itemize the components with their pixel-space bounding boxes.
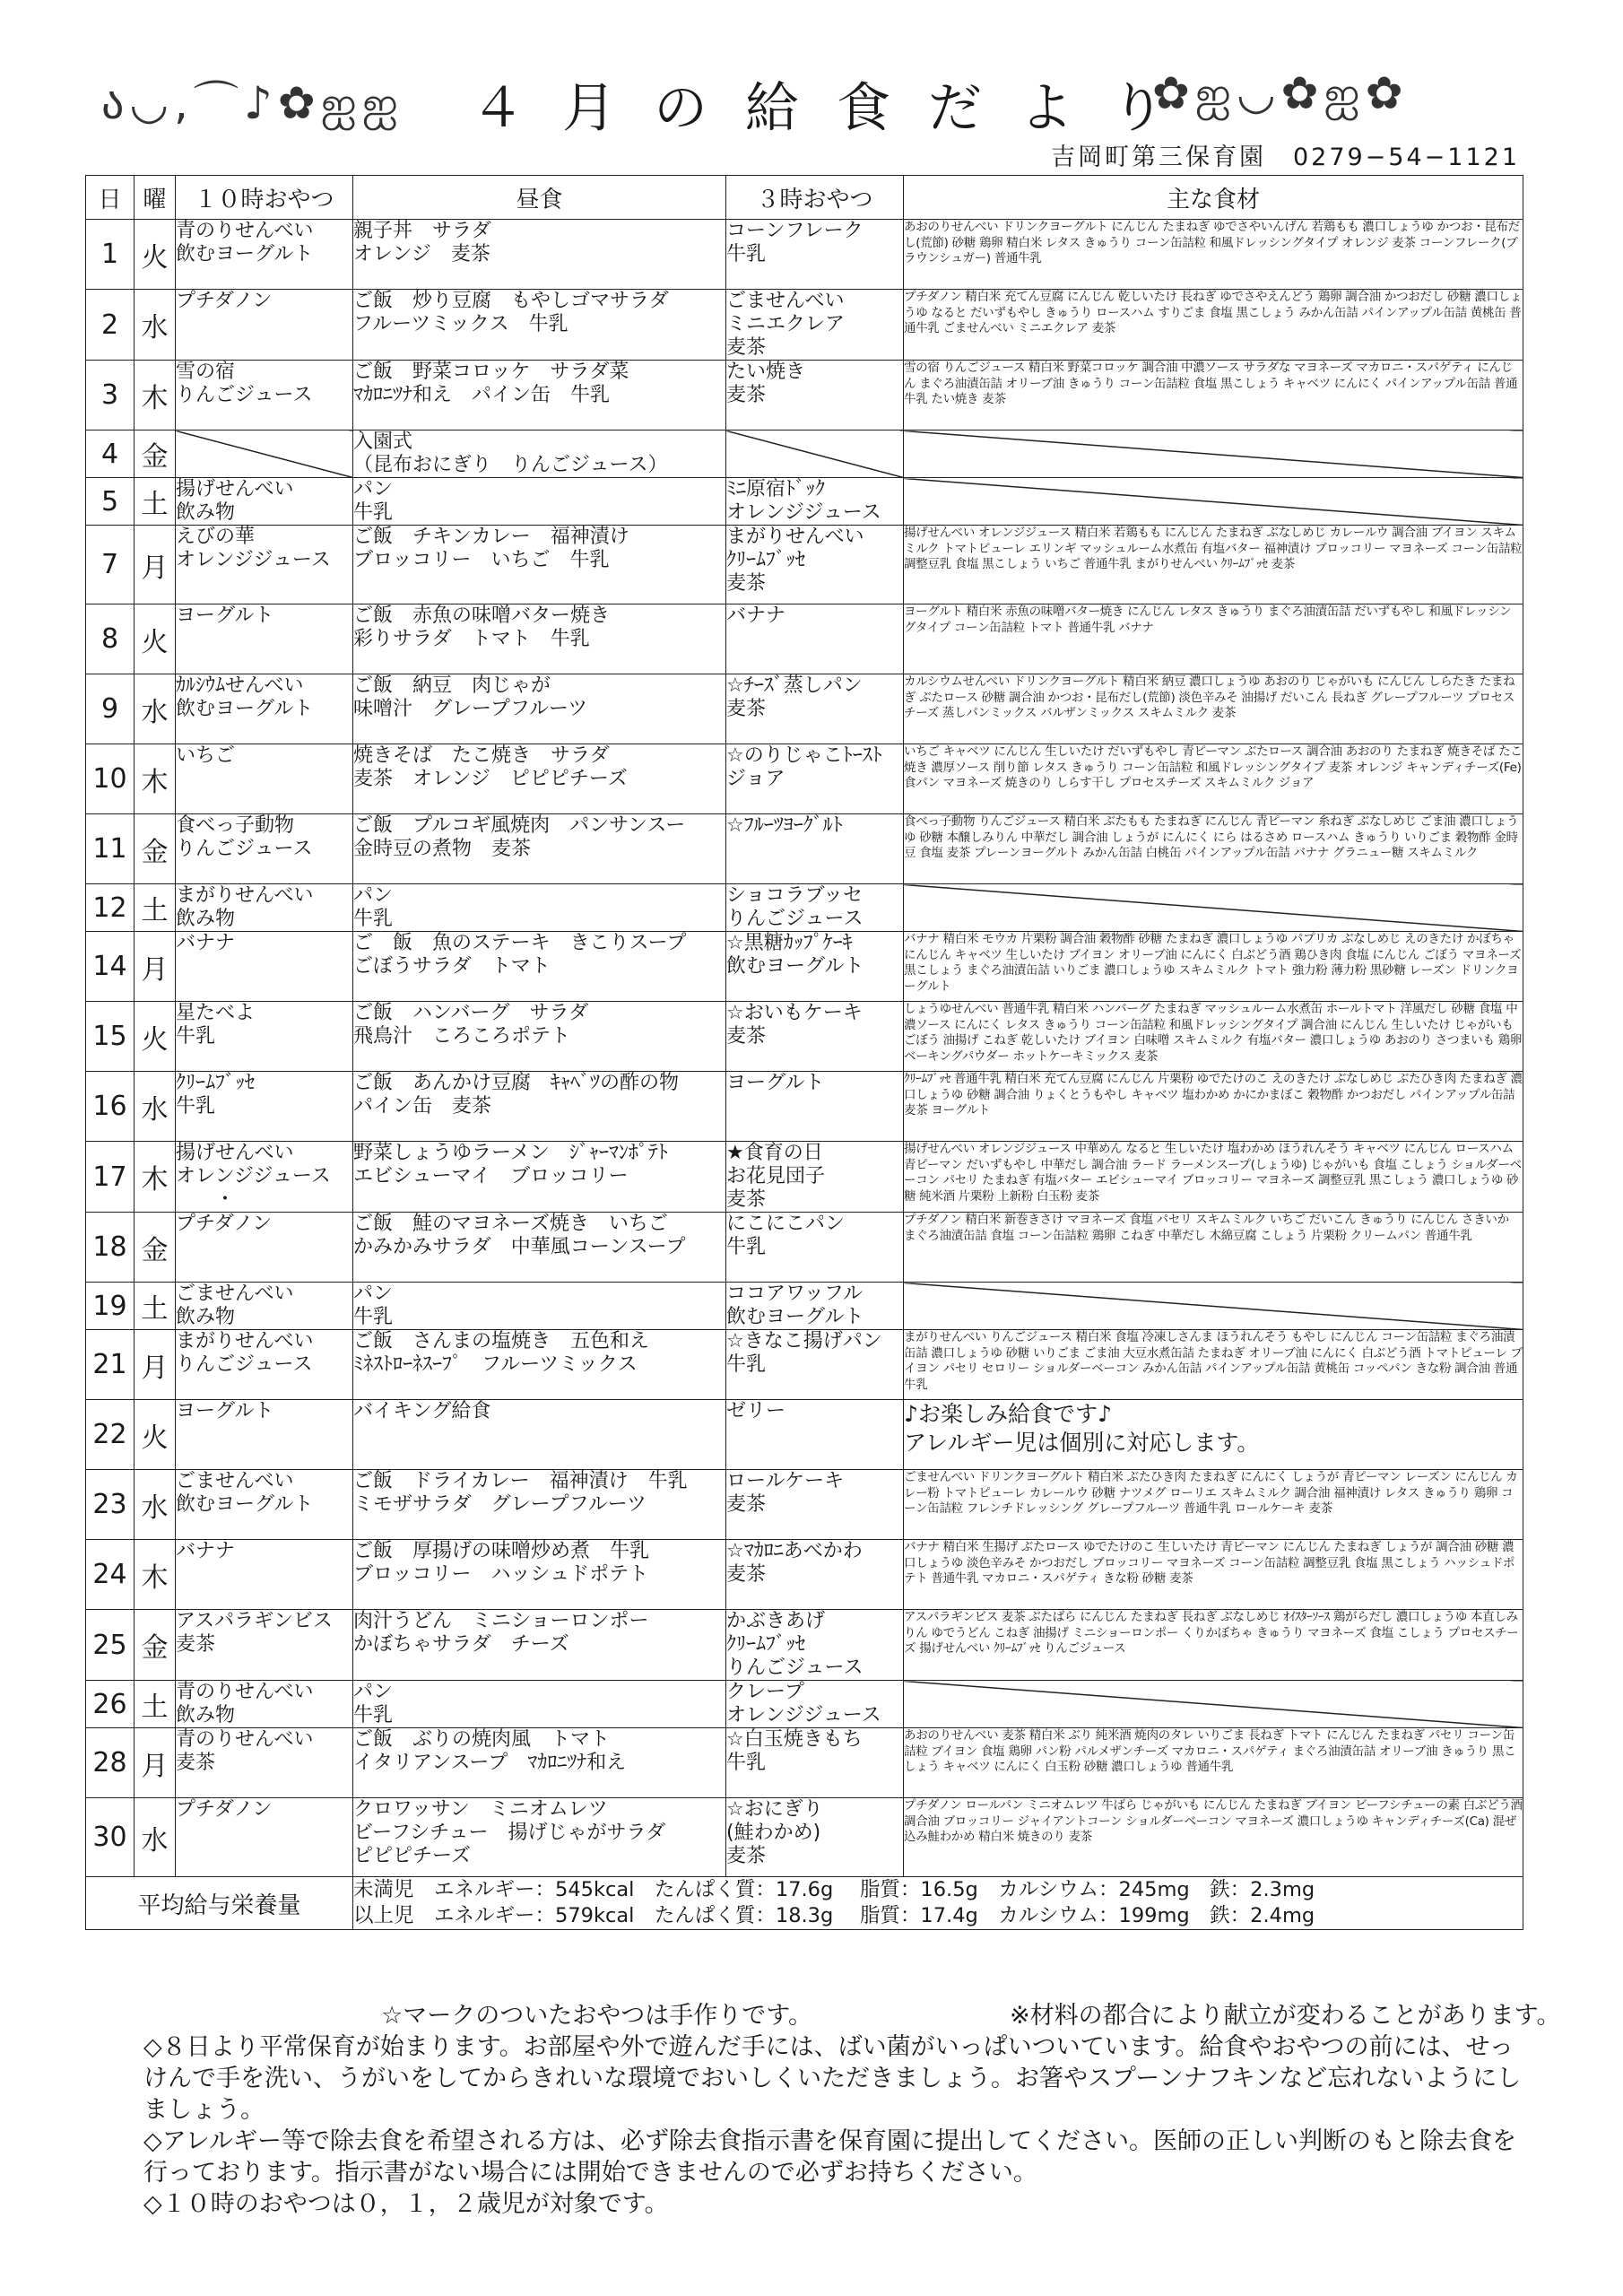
ingredients-cell: あおのりせんべい ドリンクヨーグルト にんじん たまねぎ ゆでさやいんげん 若鶏もも 濃口しょうゆ かつお・昆布だし(荒節) 砂糖 鶏卵 精白米 レタス きゅうり コーン缶詰粒 和風ドレッシングタイプ オレンジ 麦茶 コーンフレーク(ブラウンシュガー) 普通牛乳 xyxy=(904,220,1523,290)
header-day: 日 xyxy=(86,176,135,220)
ingredients-cell: しょうゆせんべい 普通牛乳 精白米 ハンバーグ たまねぎ マッシュルーム水煮缶 ホールトマト 洋風だし 砂糖 食塩 中濃ソース にんにく レタス きゅうり コーン缶詰粒 和風ドレッシングタイプ 調合油 にんじん 生しいたけ じゃがいも ごぼう 油揚げ こねぎ 乾しいたけ ブイヨン 白味噌 スキムミルク 有塩バター 濃口しょうゆ あおのり さつまいも 鶏卵 ベーキングパウダー ホットケーキミックス 麦茶 xyxy=(904,1002,1523,1072)
snack3-cell: まがりせんべい ｸﾘｰﾑﾌﾞｯｾ 麦茶 xyxy=(726,526,904,604)
snack3-cell: ロールケーキ 麦茶 xyxy=(726,1470,904,1540)
page-header xyxy=(85,49,1520,171)
lunch-cell: ご飯 あんかけ豆腐 ｷｬﾍﾞﾂの酢の物 パイン缶 麦茶 xyxy=(353,1072,726,1142)
day-cell: 10 xyxy=(86,744,135,814)
snack10-cell: プチダノン xyxy=(176,1798,353,1877)
snack3-cell: たい焼き 麦茶 xyxy=(726,361,904,430)
menu-row xyxy=(86,744,1523,814)
snack10-cell: バナナ xyxy=(176,932,353,1002)
menu-row xyxy=(86,478,1523,526)
weekday-cell: 金 xyxy=(135,814,176,884)
lunch-cell: ご飯 チキンカレー 福神漬け ブロッコリー いちご 牛乳 xyxy=(353,526,726,604)
lunch-cell: クロワッサン ミニオムレツ ビーフシチュー 揚げじゃがサラダ ピピピチーズ xyxy=(353,1798,726,1877)
menu-row xyxy=(86,1072,1523,1142)
allergy-note: ◇アレルギー等で除去食を希望される方は、必ず除去食指示書を保育園に提出してください。医師の正しい判断のもと除去食を行っております。指示書がない場合には開始できませんので必ずお持ちください。 xyxy=(143,2127,1517,2187)
snack10-cell: 揚げせんべい オレンジジュース ・ xyxy=(176,1142,353,1213)
day-cell: 12 xyxy=(86,884,135,932)
snack3-cell: ☆白玉焼きもち 牛乳 xyxy=(726,1728,904,1798)
ingredients-cell: アスパラギンビス 麦茶 ぶたばら にんじん たまねぎ 長ねぎ ぶなしめじ ｵｲｽﾀｰｿｰｽ 鶏がらだし 濃口しょうゆ 本直しみりん ゆでうどん こねぎ 油揚げ ミニショーロンポー くりかぼちゃ きゅうり マヨネーズ 食塩 こしょう プロセスチーズ 揚げせんべい ｸﾘｰﾑﾌﾞｯｾ りんごジュース xyxy=(904,1610,1523,1681)
weekday-cell: 月 xyxy=(135,1728,176,1798)
page-title: ４月の給食だより xyxy=(471,77,1202,140)
menu-row xyxy=(86,1610,1523,1681)
snack10-cell: ごませんべい 飲み物 xyxy=(176,1283,353,1330)
menu-row xyxy=(86,1470,1523,1540)
snack3-cell: ごませんべい ミニエクレア 麦茶 xyxy=(726,290,904,361)
menu-row xyxy=(86,1330,1523,1400)
handmade-note: ☆マークのついたおやつは手作りです。 xyxy=(381,2002,813,2030)
snack3-cell: ﾐﾆ原宿ﾄﾞｯｸ オレンジジュース xyxy=(726,478,904,526)
weekday-cell: 水 xyxy=(135,1798,176,1877)
weekday-cell: 金 xyxy=(135,430,176,478)
snack3-cell: ゼリー xyxy=(726,1400,904,1470)
ingredients-cell xyxy=(904,430,1523,478)
ingredients-cell: 揚げせんべい オレンジジュース 中華めん なると 生しいたけ 塩わかめ ほうれんそう キャベツ にんじん ロースハム 青ピーマン だいずもやし 中華だし 調合油 ラード ラーメンスープ(しょうゆ) じゃがいも 食塩 こしょう ショルダーベーコン パセリ たまねぎ 有塩バター エビシューマイ ブロッコリー マヨネーズ 調整豆乳 黒こしょう 濃口しょうゆ 砂糖 純米酒 片栗粉 上新粉 白玉粉 麦茶 xyxy=(904,1142,1523,1213)
snack10-cell: ごませんべい 飲むヨーグルト xyxy=(176,1470,353,1540)
ingredients-cell: あおのりせんべい 麦茶 精白米 ぶり 純米酒 焼肉のタレ いりごま 長ねぎ トマト にんじん たまねぎ パセリ コーン缶詰粒 ブイヨン 食塩 鶏卵 パン粉 パルメザンチーズ マカロニ・スパゲティ まぐろ油漬缶詰 オリーブ油 きゅうり 黒こしょう キャベツ にんにく 白玉粉 砂糖 濃口しょうゆ 普通牛乳 xyxy=(904,1728,1523,1798)
day-cell: 2 xyxy=(86,290,135,361)
snack10-cell: 雪の宿 りんごジュース xyxy=(176,361,353,430)
menu-row xyxy=(86,884,1523,932)
snack3-cell: ココアワッフル 飲むヨーグルト xyxy=(726,1283,904,1330)
snack3-cell: ☆黒糖ｶｯﾌﾟｹｰｷ 飲むヨーグルト xyxy=(726,932,904,1002)
ingredients-cell: 揚げせんべい オレンジジュース 精白米 若鶏もも にんじん たまねぎ ぶなしめじ カレールウ 調合油 ブイヨン スキムミルク トマトピューレ エリンギ マッシュルーム水煮缶 有塩バター 福神漬け ブロッコリー マヨネーズ コーン缶詰粒 調整豆乳 食塩 黒こしょう いちご 普通牛乳 まがりせんべい ｸﾘｰﾑﾌﾞｯｾ 麦茶 xyxy=(904,526,1523,604)
lunch-cell: ご飯 野菜コロッケ サラダ菜 ﾏｶﾛﾆﾂﾅ和え パイン缶 牛乳 xyxy=(353,361,726,430)
menu-row xyxy=(86,1798,1523,1877)
day-cell: 19 xyxy=(86,1283,135,1330)
weekday-cell: 土 xyxy=(135,1681,176,1728)
weekday-cell: 火 xyxy=(135,604,176,674)
menu-row xyxy=(86,220,1523,290)
nutrition-values xyxy=(353,1877,1523,1930)
weekday-cell: 金 xyxy=(135,1610,176,1681)
weekday-cell: 土 xyxy=(135,478,176,526)
day-cell: 18 xyxy=(86,1213,135,1283)
header-snack-3: ３時おやつ xyxy=(726,176,904,220)
snack10-cell: アスパラギンビス 麦茶 xyxy=(176,1610,353,1681)
nutrition-label: 平均給与栄養量 xyxy=(86,1877,353,1930)
ingredients-cell: プチダノン ロールパン ミニオムレツ 牛ばら じゃがいも にんじん たまねぎ ブイヨン ビーフシチューの素 白ぶどう酒 調合油 ブロッコリー ジャイアントコーン ショルダーベーコン マヨネーズ 濃口しょうゆ キャンディチーズ(Ca) 混ぜ込み鮭わかめ 精白米 焼きのり 麦茶 xyxy=(904,1798,1523,1877)
day-cell: 3 xyxy=(86,361,135,430)
lunch-cell: ご飯 鮭のマヨネーズ焼き いちご かみかみサラダ 中華風コーンスープ xyxy=(353,1213,726,1283)
snack10-cell xyxy=(176,430,353,478)
menu-table xyxy=(85,175,1523,1930)
day-cell: 23 xyxy=(86,1470,135,1540)
day-cell: 14 xyxy=(86,932,135,1002)
menu-row xyxy=(86,1728,1523,1798)
day-cell: 5 xyxy=(86,478,135,526)
lunch-cell: 野菜しょうゆラーメン ｼﾞｬｰﾏﾝﾎﾟﾃﾄ エビシューマイ ブロッコリー xyxy=(353,1142,726,1213)
ingredients-cell xyxy=(904,884,1523,932)
menu-row xyxy=(86,674,1523,744)
menu-row xyxy=(86,290,1523,361)
day-cell: 24 xyxy=(86,1540,135,1610)
header-snack-10: １０時おやつ xyxy=(176,176,353,220)
ingredients-cell: ごませんべい ドリンクヨーグルト 精白米 ぶたひき肉 たまねぎ にんにく しょうが 青ピーマン レーズン にんじん カレー粉 トマトピューレ カレールウ 砂糖 ナツメグ ローリエ スキムミルク 調合油 福神漬け レタス きゅうり 鶏卵 コーン缶詰粒 フレンチドレッシング グレープフルーツ 普通牛乳 ロールケーキ 麦茶 xyxy=(904,1470,1523,1540)
snack3-cell: ☆ﾁｰｽﾞ蒸しパン 麦茶 xyxy=(726,674,904,744)
snack10-cell: まがりせんべい 飲み物 xyxy=(176,884,353,932)
hygiene-note: ◇８日より平常保育が始まります。お部屋や外で遊んだ手には、ばい菌がいっぱいついています。給食やおやつの前には、せっけんで手を洗い、うがいをしてからきれいな環境でおいしくいただきましょう。お箸やスプーンナフキンなど忘れないようにしましょう。 xyxy=(143,2033,1522,2124)
footer-notes xyxy=(143,2000,1561,2220)
snack10-cell: えびの華 オレンジジュース xyxy=(176,526,353,604)
snack10-cell: いちご xyxy=(176,744,353,814)
snack10-cell: プチダノン xyxy=(176,1213,353,1283)
weekday-cell: 月 xyxy=(135,526,176,604)
nutrition-over3: 以上児 エネルギー：579kcal たんぱく質：18.3g 脂質：17.4g カルシウム：199mg 鉄：2.4mg xyxy=(353,1904,1315,1927)
snack10-cell: 食べっ子動物 りんごジュース xyxy=(176,814,353,884)
menu-row xyxy=(86,1002,1523,1072)
day-cell: 25 xyxy=(86,1610,135,1681)
snack10-cell: 青のりせんべい 麦茶 xyxy=(176,1728,353,1798)
snack-target-note: ◇１０時のおやつは０，１，２歳児が対象です。 xyxy=(143,2190,669,2218)
cartoon-animals-right-decoration: ✿ஐ◡✿ஐ✿ xyxy=(1152,67,1409,119)
lunch-cell: ご飯 厚揚げの味噌炒め煮 牛乳 ブロッコリー ハッシュドポテト xyxy=(353,1540,726,1610)
snack10-cell: ヨーグルト xyxy=(176,604,353,674)
weekday-cell: 木 xyxy=(135,1142,176,1213)
snack3-cell: ヨーグルト xyxy=(726,1072,904,1142)
snack3-cell: ☆おいもケーキ 麦茶 xyxy=(726,1002,904,1072)
ingredients-cell: プチダノン 精白米 新巻きさけ マヨネーズ 食塩 パセリ スキムミルク いちご だいこん きゅうり にんじん さきいか まぐろ油漬缶詰 食塩 コーン缶詰粒 鶏卵 こねぎ 中華だし 木綿豆腐 こしょう 片栗粉 クリームパン 普通牛乳 xyxy=(904,1213,1523,1283)
menu-row xyxy=(86,526,1523,604)
weekday-cell: 金 xyxy=(135,1213,176,1283)
lunch-cell: パン 牛乳 xyxy=(353,1283,726,1330)
nutrition-row xyxy=(86,1877,1523,1930)
header-weekday: 曜 xyxy=(135,176,176,220)
snack10-cell: 揚げせんべい 飲み物 xyxy=(176,478,353,526)
menu-header-row xyxy=(86,176,1523,220)
weekday-cell: 月 xyxy=(135,932,176,1002)
day-cell: 22 xyxy=(86,1400,135,1470)
snack10-cell: 青のりせんべい 飲み物 xyxy=(176,1681,353,1728)
day-cell: 8 xyxy=(86,604,135,674)
ingredients-cell xyxy=(904,478,1523,526)
ingredients-cell: まがりせんべい りんごジュース 精白米 食塩 冷凍しさんま ほうれんそう もやし にんじん コーン缶詰粒 まぐろ油漬缶詰 濃口しょうゆ 砂糖 いりごま ごま油 大豆水煮缶詰 たまねぎ オリーブ油 にんにく 白ぶどう酒 トマトピューレ ブイヨン パセリ セロリー ショルダーベーコン みかん缶詰 パインアップル缶詰 黄桃缶 コッペパン きな粉 調合油 普通牛乳 xyxy=(904,1330,1523,1400)
weekday-cell: 土 xyxy=(135,884,176,932)
ingredients-cell: ｸﾘｰﾑﾌﾞｯｾ 普通牛乳 精白米 充てん豆腐 にんじん 片栗粉 ゆでたけのこ えのきたけ ぶなしめじ ぶたひき肉 たまねぎ 濃口しょうゆ 砂糖 調合油 りょくとうもやし キャベツ 塩わかめ かにかまぼこ 穀物酢 かつおだし パインアップル缶詰 麦茶 ヨーグルト xyxy=(904,1072,1523,1142)
weekday-cell: 水 xyxy=(135,1072,176,1142)
snack10-cell: まがりせんべい りんごジュース xyxy=(176,1330,353,1400)
ingredients-cell: 雪の宿 りんごジュース 精白米 野菜コロッケ 調合油 中濃ソース サラダな マヨネーズ マカロニ・スパゲティ にんじん まぐろ油漬缶詰 オリーブ油 きゅうり コーン缶詰粒 食塩 黒こしょう キャベツ にんにく パインアップル缶詰 普通牛乳 たい焼き 麦茶 xyxy=(904,361,1523,430)
ingredients-cell: プチダノン 精白米 充てん豆腐 にんじん 乾しいたけ 長ねぎ ゆでさやえんどう 鶏卵 調合油 かつおだし 砂糖 濃口しょうゆ なると だいずもやし きゅうり ロースハム すりごま 食塩 黒こしょう みかん缶詰 パインアップル缶詰 黄桃缶 普通牛乳 ごませんべい ミニエクレア 麦茶 xyxy=(904,290,1523,361)
ingredients-cell: バナナ 精白米 生揚げ ぶたロース ゆでたけのこ 生しいたけ 青ピーマン にんじん たまねぎ しょうが 調合油 砂糖 濃口しょうゆ 淡色辛みそ かつおだし ブロッコリー マヨネーズ コーン缶詰粒 調整豆乳 食塩 黒こしょう ハッシュドポテト 普通牛乳 マカロニ・スパゲティ きな粉 砂糖 麦茶 xyxy=(904,1540,1523,1610)
day-cell: 11 xyxy=(86,814,135,884)
weekday-cell: 水 xyxy=(135,290,176,361)
ingredients-cell xyxy=(904,1283,1523,1330)
weekday-cell: 木 xyxy=(135,1540,176,1610)
ingredients-cell xyxy=(904,1681,1523,1728)
day-cell: 4 xyxy=(86,430,135,478)
menu-row xyxy=(86,1681,1523,1728)
snack10-cell: 星たべよ 牛乳 xyxy=(176,1002,353,1072)
menu-row xyxy=(86,604,1523,674)
menu-row xyxy=(86,814,1523,884)
day-cell: 17 xyxy=(86,1142,135,1213)
lunch-cell: 肉汁うどん ミニショーロンポー かぼちゃサラダ チーズ xyxy=(353,1610,726,1681)
weekday-cell: 火 xyxy=(135,1002,176,1072)
menu-row xyxy=(86,1142,1523,1213)
snack10-cell: 青のりせんべい 飲むヨーグルト xyxy=(176,220,353,290)
weekday-cell: 水 xyxy=(135,1470,176,1540)
menu-row xyxy=(86,932,1523,1002)
weekday-cell: 木 xyxy=(135,744,176,814)
material-change-note: ※材料の都合により献立が変わることがあります。 xyxy=(1010,2002,1561,2030)
menu-row xyxy=(86,361,1523,430)
day-cell: 7 xyxy=(86,526,135,604)
weekday-cell: 土 xyxy=(135,1283,176,1330)
header-ingredients: 主な食材 xyxy=(904,176,1523,220)
lunch-cell: 入園式 （昆布おにぎり りんごジュース） xyxy=(353,430,726,478)
lunch-cell: ご飯 赤魚の味噌バター焼き 彩りサラダ トマト 牛乳 xyxy=(353,604,726,674)
header-lunch: 昼食 xyxy=(353,176,726,220)
snack10-cell: バナナ xyxy=(176,1540,353,1610)
menu-row xyxy=(86,430,1523,478)
cartoon-animals-left-decoration: ა◡,⌒♪✿ஐஐ xyxy=(101,77,404,129)
lunch-cell: バイキング給食 xyxy=(353,1400,726,1470)
weekday-cell: 月 xyxy=(135,1330,176,1400)
footer-first-line xyxy=(143,2000,1561,2031)
day-cell: 26 xyxy=(86,1681,135,1728)
lunch-cell: ご飯 納豆 肉じゃが 味噌汁 グレープフルーツ xyxy=(353,674,726,744)
lunch-cell: パン 牛乳 xyxy=(353,1681,726,1728)
snack3-cell: かぶきあげ ｸﾘｰﾑﾌﾞｯｾ りんごジュース xyxy=(726,1610,904,1681)
day-cell: 21 xyxy=(86,1330,135,1400)
menu-row xyxy=(86,1283,1523,1330)
menu-row xyxy=(86,1540,1523,1610)
nutrition-under3: 未満児 エネルギー：545kcal たんぱく質：17.6g 脂質：16.5g カルシウム：245mg 鉄：2.3mg xyxy=(353,1878,1315,1901)
snack10-cell: ｸﾘｰﾑﾌﾞｯｾ 牛乳 xyxy=(176,1072,353,1142)
snack3-cell: ★食育の日 お花見団子 麦茶 xyxy=(726,1142,904,1213)
lunch-cell: ご飯 ハンバーグ サラダ 飛鳥汁 ころころポテト xyxy=(353,1002,726,1072)
snack3-cell: ☆きなこ揚げパン 牛乳 xyxy=(726,1330,904,1400)
day-cell: 15 xyxy=(86,1002,135,1072)
ingredients-cell: いちご キャベツ にんじん 生しいたけ だいずもやし 青ピーマン ぶたロース 調合油 あおのり たまねぎ 焼きそば たこ焼き 濃厚ソース 削り節 レタス きゅうり コーン缶詰粒 和風ドレッシングタイプ 麦茶 オレンジ キャンディチーズ(Fe) 食パン マヨネーズ 焼きのり しらす干し プロセスチーズ スキムミルク ジョア xyxy=(904,744,1523,814)
day-cell: 1 xyxy=(86,220,135,290)
snack3-cell: ☆おにぎり (鮭わかめ) 麦茶 xyxy=(726,1798,904,1877)
snack10-cell: ヨーグルト xyxy=(176,1400,353,1470)
lunch-cell: 親子丼 サラダ オレンジ 麦茶 xyxy=(353,220,726,290)
lunch-cell: ご飯 プルコギ風焼肉 パンサンスー 金時豆の煮物 麦茶 xyxy=(353,814,726,884)
menu-row xyxy=(86,1400,1523,1470)
lunch-cell: パン 牛乳 xyxy=(353,884,726,932)
school-name-phone: 吉岡町第三保育園 0279−54−1121 xyxy=(1050,144,1520,171)
lunch-cell: ご飯 ドライカレー 福神漬け 牛乳 ミモザサラダ グレープフルーツ xyxy=(353,1470,726,1540)
weekday-cell: 水 xyxy=(135,674,176,744)
day-cell: 16 xyxy=(86,1072,135,1142)
snack3-cell: コーンフレーク 牛乳 xyxy=(726,220,904,290)
snack3-cell: ☆ﾏｶﾛﾆあべかわ 麦茶 xyxy=(726,1540,904,1610)
lunch-cell: ご飯 さんまの塩焼き 五色和え ﾐﾈｽﾄﾛｰﾈｽｰﾌﾟ フルーツミックス xyxy=(353,1330,726,1400)
snack3-cell: ショコラブッセ りんごジュース xyxy=(726,884,904,932)
day-cell: 30 xyxy=(86,1798,135,1877)
day-cell: 9 xyxy=(86,674,135,744)
lunch-cell: パン 牛乳 xyxy=(353,478,726,526)
snack3-cell: ☆のりじゃこﾄｰｽﾄ ジョア xyxy=(726,744,904,814)
ingredients-cell: カルシウムせんべい ドリンクヨーグルト 精白米 納豆 濃口しょうゆ あおのり じゃがいも にんじん しらたき たまねぎ ぶたロース 砂糖 調合油 かつお・昆布だし(荒節) 淡色辛みそ 油揚げ だいこん 長ねぎ グレープフルーツ プロセスチーズ 蒸しパンミックス バルザンミックス スキムミルク 麦茶 xyxy=(904,674,1523,744)
ingredients-cell: バナナ 精白米 モウカ 片栗粉 調合油 穀物酢 砂糖 たまねぎ 濃口しょうゆ パプリカ ぶなしめじ えのきたけ かぼちゃ にんじん キャベツ 生しいたけ ブイヨン オリーブ油 にんにく 白ぶどう酒 鶏ひき肉 食塩 にんじん ごぼう マヨネーズ 黒こしょう まぐろ油漬缶詰 いりごま 濃口しょうゆ スキムミルク トマト 強力粉 薄力粉 黒砂糖 レーズン ドリンクヨーグルト xyxy=(904,932,1523,1002)
weekday-cell: 木 xyxy=(135,361,176,430)
snack3-cell: にこにこパン 牛乳 xyxy=(726,1213,904,1283)
ingredients-cell: ♪お楽しみ給食です♪ アレルギー児は個別に対応します。 xyxy=(904,1400,1523,1470)
menu-row xyxy=(86,1213,1523,1283)
ingredients-cell: 食べっ子動物 りんごジュース 精白米 ぶたもも たまねぎ にんじん 青ピーマン 糸ねぎ ぶなしめじ ごま油 濃口しょうゆ 砂糖 本醸しみりん 中華だし 調合油 しょうが にんにく にら はるさめ ロースハム きゅうり いりごま 穀物酢 金時豆 食塩 麦茶 プレーンヨーグルト みかん缶詰 白桃缶 パインアップル缶詰 バナナ グラニュー糖 スキムミルク xyxy=(904,814,1523,884)
lunch-cell: ご飯 ぶりの焼肉風 トマト イタリアンスープ ﾏｶﾛﾆﾂﾅ和え xyxy=(353,1728,726,1798)
lunch-cell: ご飯 炒り豆腐 もやしゴマサラダ フルーツミックス 牛乳 xyxy=(353,290,726,361)
lunch-cell: ご 飯 魚のステーキ きこりスープ ごぼうサラダ トマト xyxy=(353,932,726,1002)
snack3-cell: バナナ xyxy=(726,604,904,674)
snack10-cell: ｶﾙｼｳﾑせんべい 飲むヨーグルト xyxy=(176,674,353,744)
snack3-cell: クレープ オレンジジュース xyxy=(726,1681,904,1728)
snack3-cell: ☆ﾌﾙｰﾂﾖｰｸﾞﾙﾄ xyxy=(726,814,904,884)
day-cell: 28 xyxy=(86,1728,135,1798)
snack10-cell: プチダノン xyxy=(176,290,353,361)
weekday-cell: 火 xyxy=(135,1400,176,1470)
snack3-cell xyxy=(726,430,904,478)
weekday-cell: 火 xyxy=(135,220,176,290)
lunch-cell: 焼きそば たこ焼き サラダ 麦茶 オレンジ ピピピチーズ xyxy=(353,744,726,814)
ingredients-cell: ヨーグルト 精白米 赤魚の味噌バター焼き にんじん レタス きゅうり まぐろ油漬缶詰 だいずもやし 和風ドレッシングタイプ コーン缶詰粒 トマト 普通牛乳 バナナ xyxy=(904,604,1523,674)
